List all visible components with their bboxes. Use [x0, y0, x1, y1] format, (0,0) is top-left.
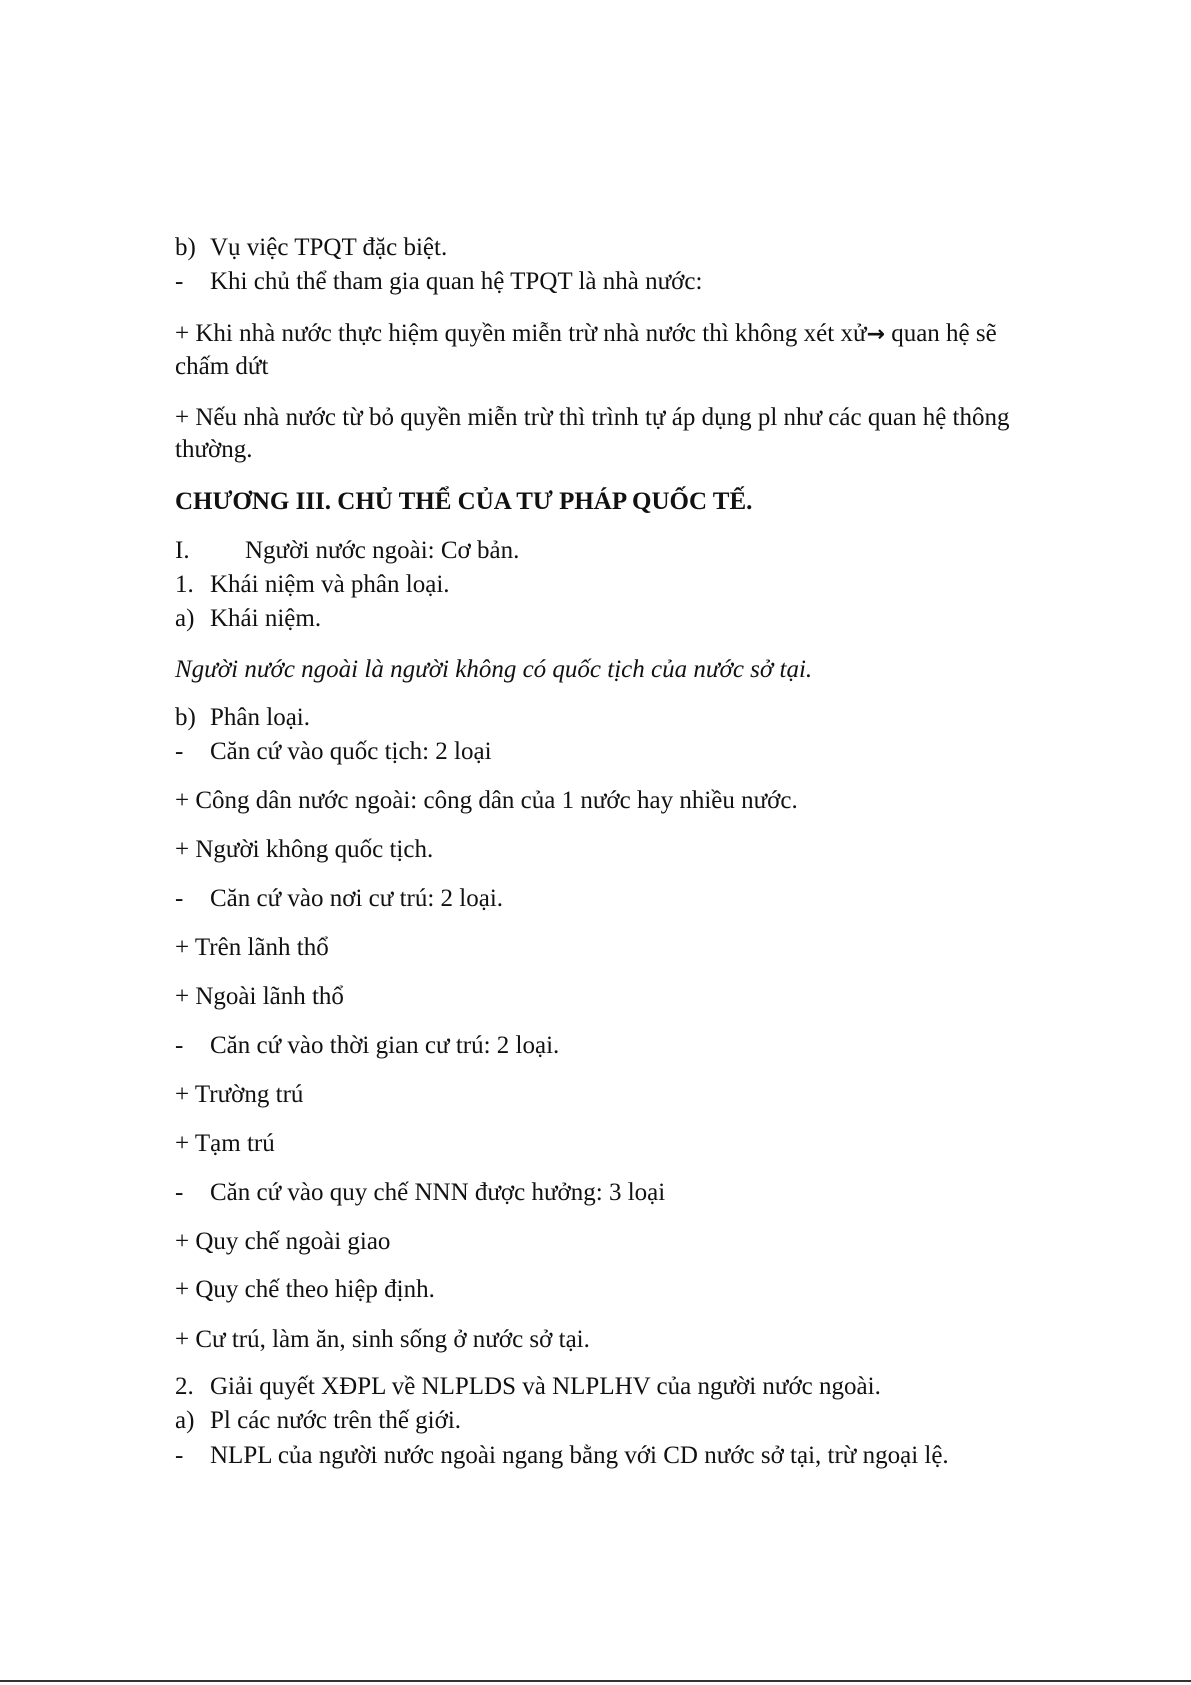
paragraph-text-continued: quan hệ sẽ chấm dứt [175, 320, 997, 380]
definition-paragraph [175, 654, 812, 686]
list-item-text: Pl các nước trên thế giới. [210, 1407, 462, 1434]
list-item-text: Vụ việc TPQT đặc biệt. [210, 234, 448, 261]
list-marker: 2. [175, 1373, 194, 1400]
list-marker: b) [175, 704, 196, 731]
chapter-heading-text: CHƯƠNG III. CHỦ THỂ CỦA TƯ PHÁP QUỐC TẾ. [175, 488, 753, 515]
list-item-text: Căn cứ vào quy chế NNN được hưởng: 3 loại [210, 1179, 666, 1206]
paragraph-text: + Quy chế ngoài giao [175, 1228, 391, 1255]
paragraph-plus [175, 932, 329, 964]
page-bottom-rule [0, 1680, 1191, 1682]
list-item-text: Căn cứ vào quốc tịch: 2 loại [210, 738, 492, 765]
list-item-dash [175, 883, 503, 915]
list-marker: - [175, 885, 184, 912]
list-item-dash [175, 1440, 949, 1472]
paragraph-text: + Nếu nhà nước từ bỏ quyền miễn trừ thì trình tự áp dụng pl như các quan hệ thông thường. [175, 404, 1010, 463]
paragraph-text: + Công dân nước ngoài: công dân của 1 nước hay nhiều nước. [175, 787, 798, 814]
list-item-text: Khi chủ thể tham gia quan hệ TPQT là nhà nước: [210, 268, 703, 295]
list-item-text: NLPL của người nước ngoài ngang bằng với CD nước sở tại, trừ ngoại lệ. [210, 1442, 949, 1469]
list-item-text: Phân loại. [210, 704, 310, 731]
paragraph-plus [175, 834, 433, 866]
paragraph-text: + Khi nhà nước thực hiệm quyền miễn trừ nhà nước thì không xét xử [175, 320, 867, 347]
list-item-numbered [175, 569, 450, 601]
paragraph-text: + Tạm trú [175, 1130, 275, 1157]
paragraph-plus [175, 1226, 390, 1258]
list-item-text: Khái niệm và phân loại. [210, 571, 450, 598]
list-marker: - [175, 1032, 184, 1059]
list-marker: b) [175, 234, 196, 261]
list-marker: - [175, 1442, 184, 1469]
list-item-dash [175, 1177, 665, 1209]
list-item-subsection [175, 1405, 461, 1437]
list-item-dash [175, 266, 702, 298]
paragraph-plus [175, 318, 1055, 383]
list-marker: - [175, 738, 184, 765]
paragraph-plus [175, 981, 344, 1013]
list-item-subsection [175, 232, 447, 264]
section-heading [175, 535, 519, 567]
list-marker: a) [175, 1407, 195, 1434]
chapter-heading [175, 486, 752, 518]
paragraph-plus [175, 1079, 303, 1111]
list-item-dash [175, 1030, 559, 1062]
arrow-right-icon: → [866, 322, 885, 347]
paragraph-text: + Ngoài lãnh thổ [175, 983, 344, 1010]
list-marker: 1. [175, 571, 194, 598]
paragraph-text: + Người không quốc tịch. [175, 836, 434, 863]
list-marker: a) [175, 605, 195, 632]
list-item-subsection [175, 603, 321, 635]
paragraph-text: + Trên lãnh thổ [175, 934, 329, 961]
list-item-text: Khái niệm. [210, 605, 322, 632]
list-item-text: Căn cứ vào nơi cư trú: 2 loại. [210, 885, 504, 912]
paragraph-text: + Quy chế theo hiệp định. [175, 1276, 435, 1303]
list-item-numbered [175, 1371, 881, 1403]
paragraph-plus [175, 1128, 275, 1160]
list-item-subsection [175, 702, 310, 734]
list-item-text: Căn cứ vào thời gian cư trú: 2 loại. [210, 1032, 560, 1059]
definition-text: Người nước ngoài là người không có quốc tịch của nước sở tại. [175, 656, 813, 683]
list-marker: - [175, 1179, 184, 1206]
paragraph-plus [175, 402, 1055, 466]
paragraph-text: + Cư trú, làm ăn, sinh sống ở nước sở tại. [175, 1326, 590, 1353]
list-item-dash [175, 736, 492, 768]
paragraph-plus [175, 1324, 590, 1356]
list-item-text: Người nước ngoài: Cơ bản. [245, 537, 520, 564]
list-marker: I. [175, 537, 190, 564]
paragraph-plus [175, 1274, 435, 1306]
list-item-text: Giải quyết XĐPL về NLPLDS và NLPLHV của người nước ngoài. [210, 1373, 881, 1400]
paragraph-text: + Trường trú [175, 1081, 304, 1108]
paragraph-plus [175, 785, 798, 817]
list-marker: - [175, 268, 184, 295]
